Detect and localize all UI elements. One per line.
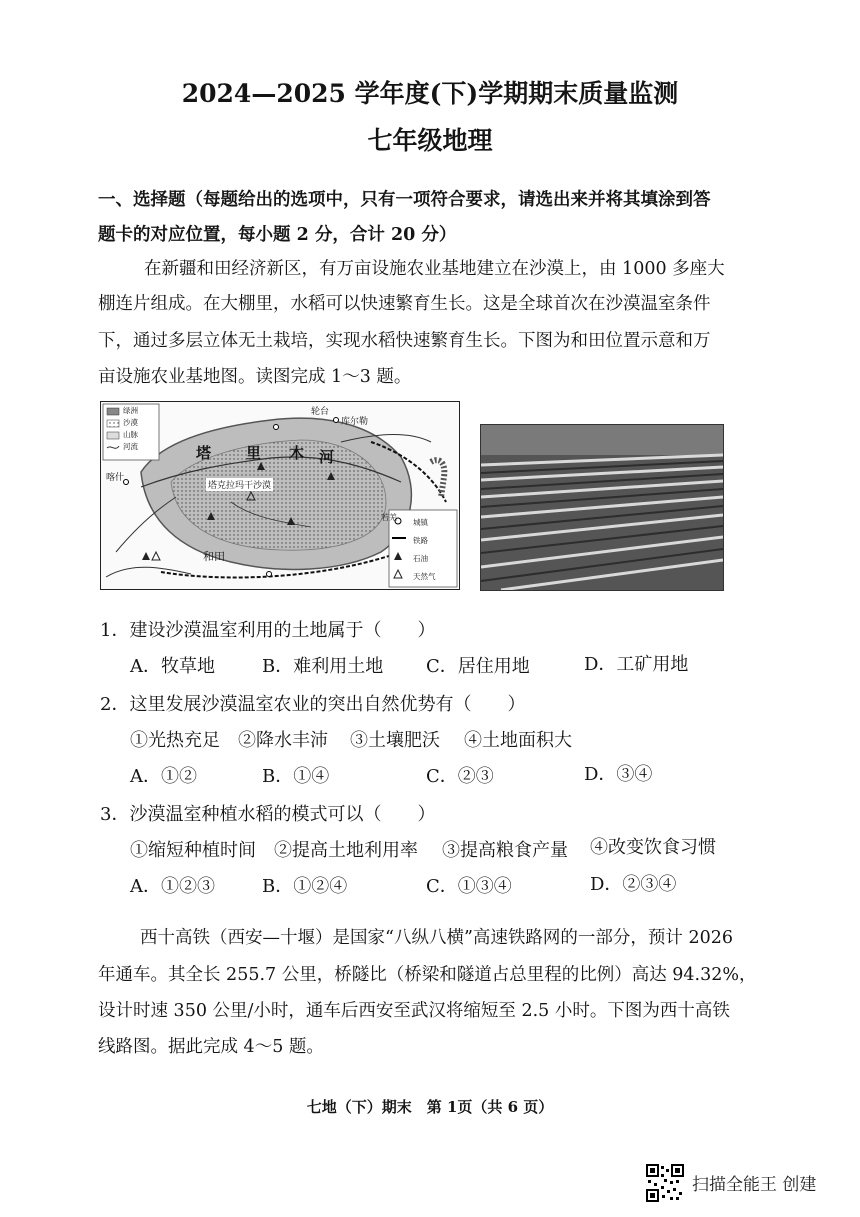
- label-luntai: 轮台: [311, 407, 330, 417]
- question-2-choice-4: ④土地面积大: [464, 730, 572, 751]
- label-kashgar: 喀什: [106, 473, 125, 483]
- passage2-line1: 西十高铁（西安—十堰）是国家“八纵八横”高速铁路网的一部分，预计 2026: [140, 928, 733, 948]
- question-1-option-a[interactable]: A．牧草地: [130, 656, 215, 677]
- label-kuerle: 库尔勒: [341, 417, 369, 427]
- question-1-option-b[interactable]: B．难利用土地: [262, 656, 384, 677]
- label-taklamakan: 塔克拉玛干沙漠: [206, 478, 273, 491]
- question-2-option-d[interactable]: D．③④: [584, 764, 653, 785]
- label-ta: 塔: [196, 444, 212, 462]
- label-he: 河: [319, 448, 335, 466]
- question-2-option-b[interactable]: B．①④: [262, 766, 330, 787]
- question-3-option-b[interactable]: B．①②④: [262, 876, 348, 897]
- question-2-choice-1: ①光热充足: [130, 730, 220, 751]
- legend-oasis: 绿洲: [123, 406, 138, 415]
- map-graphic: [101, 402, 459, 589]
- passage2-line3: 设计时速 350 公里/小时，通车后西安至武汉将缩短至 2.5 小时。下图为西十高铁: [98, 1001, 730, 1021]
- map-legend-top: [123, 405, 138, 453]
- question-2-stem: 2．这里发展沙漠温室农业的突出自然优势有（ ）: [100, 694, 526, 715]
- question-1-option-d[interactable]: D．工矿用地: [584, 654, 689, 675]
- question-1-stem: 1．建设沙漠温室利用的土地属于（ ）: [100, 620, 436, 641]
- question-3-option-c[interactable]: C．①③④: [426, 876, 512, 897]
- scanner-watermark: 扫描全能王 创建: [692, 1175, 817, 1195]
- label-ruoqiang: 若羌: [381, 513, 397, 522]
- map-legend-bottom: [413, 514, 436, 586]
- legend-gas: 天然气: [413, 572, 436, 581]
- question-3-choice-3: ③提高粮食产量: [442, 840, 568, 861]
- label-mu: 木: [289, 444, 305, 462]
- question-3-choice-4: ④改变饮食习惯: [590, 837, 716, 858]
- question-1-option-c[interactable]: C．居住用地: [426, 656, 530, 677]
- legend-oil: 石油: [413, 554, 428, 563]
- question-3-choice-2: ②提高土地利用率: [274, 840, 418, 861]
- page-subtitle: 七年级地理: [367, 126, 493, 155]
- section-heading-line1: 一、选择题（每题给出的选项中，只有一项符合要求，请选出来并将其填涂到答: [98, 190, 711, 210]
- passage1-line3: 下，通过多层立体无土栽培，实现水稻快速繁育生长。下图为和田位置示意和万: [98, 331, 711, 351]
- question-2-choice-2: ②降水丰沛: [238, 730, 328, 751]
- legend-desert: 沙漠: [123, 418, 138, 427]
- question-3-option-a[interactable]: A．①②③: [130, 876, 215, 897]
- hotan-location-map: [100, 401, 460, 590]
- legend-railway: 铁路: [413, 536, 428, 545]
- passage1-line4: 亩设施农业基地图。读图完成 1～3 题。: [98, 367, 412, 387]
- greenhouse-base-photo: [480, 424, 724, 591]
- question-3-choice-1: ①缩短种植时间: [130, 840, 256, 861]
- passage2-line4: 线路图。据此完成 4～5 题。: [98, 1037, 324, 1057]
- passage1-line1: 在新疆和田经济新区，有万亩设施农业基地建立在沙漠上，由 1000 多座大: [144, 259, 725, 279]
- page-footer: 七地（下）期末 第 1页（共 6 页）: [306, 1098, 554, 1116]
- section-heading-line2: 题卡的对应位置，每小题 2 分，合计 20 分）: [98, 225, 457, 245]
- legend-mountain: 山脉: [123, 430, 138, 439]
- legend-river: 河流: [123, 442, 138, 451]
- question-3-stem: 3．沙漠温室种植水稻的模式可以（ ）: [100, 804, 436, 825]
- label-hotan: 和田: [203, 550, 225, 563]
- passage1-line2: 棚连片组成。在大棚里，水稻可以快速繁育生长。这是全球首次在沙漠温室条件: [98, 294, 711, 314]
- passage2-line2: 年通车。其全长 255.7 公里，桥隧比（桥梁和隧道占总里程的比例）高达 94.32%，: [98, 965, 757, 985]
- question-3-option-d[interactable]: D．②③④: [590, 874, 677, 895]
- qr-code-icon: [646, 1164, 684, 1202]
- question-2-option-c[interactable]: C．②③: [426, 766, 494, 787]
- page-title: 2024—2025 学年度(下)学期期末质量监测: [181, 79, 679, 108]
- label-li: 里: [246, 444, 262, 462]
- legend-town: 城镇: [413, 518, 428, 527]
- question-2-choice-3: ③土壤肥沃: [350, 730, 440, 751]
- question-2-option-a[interactable]: A．①②: [130, 766, 197, 787]
